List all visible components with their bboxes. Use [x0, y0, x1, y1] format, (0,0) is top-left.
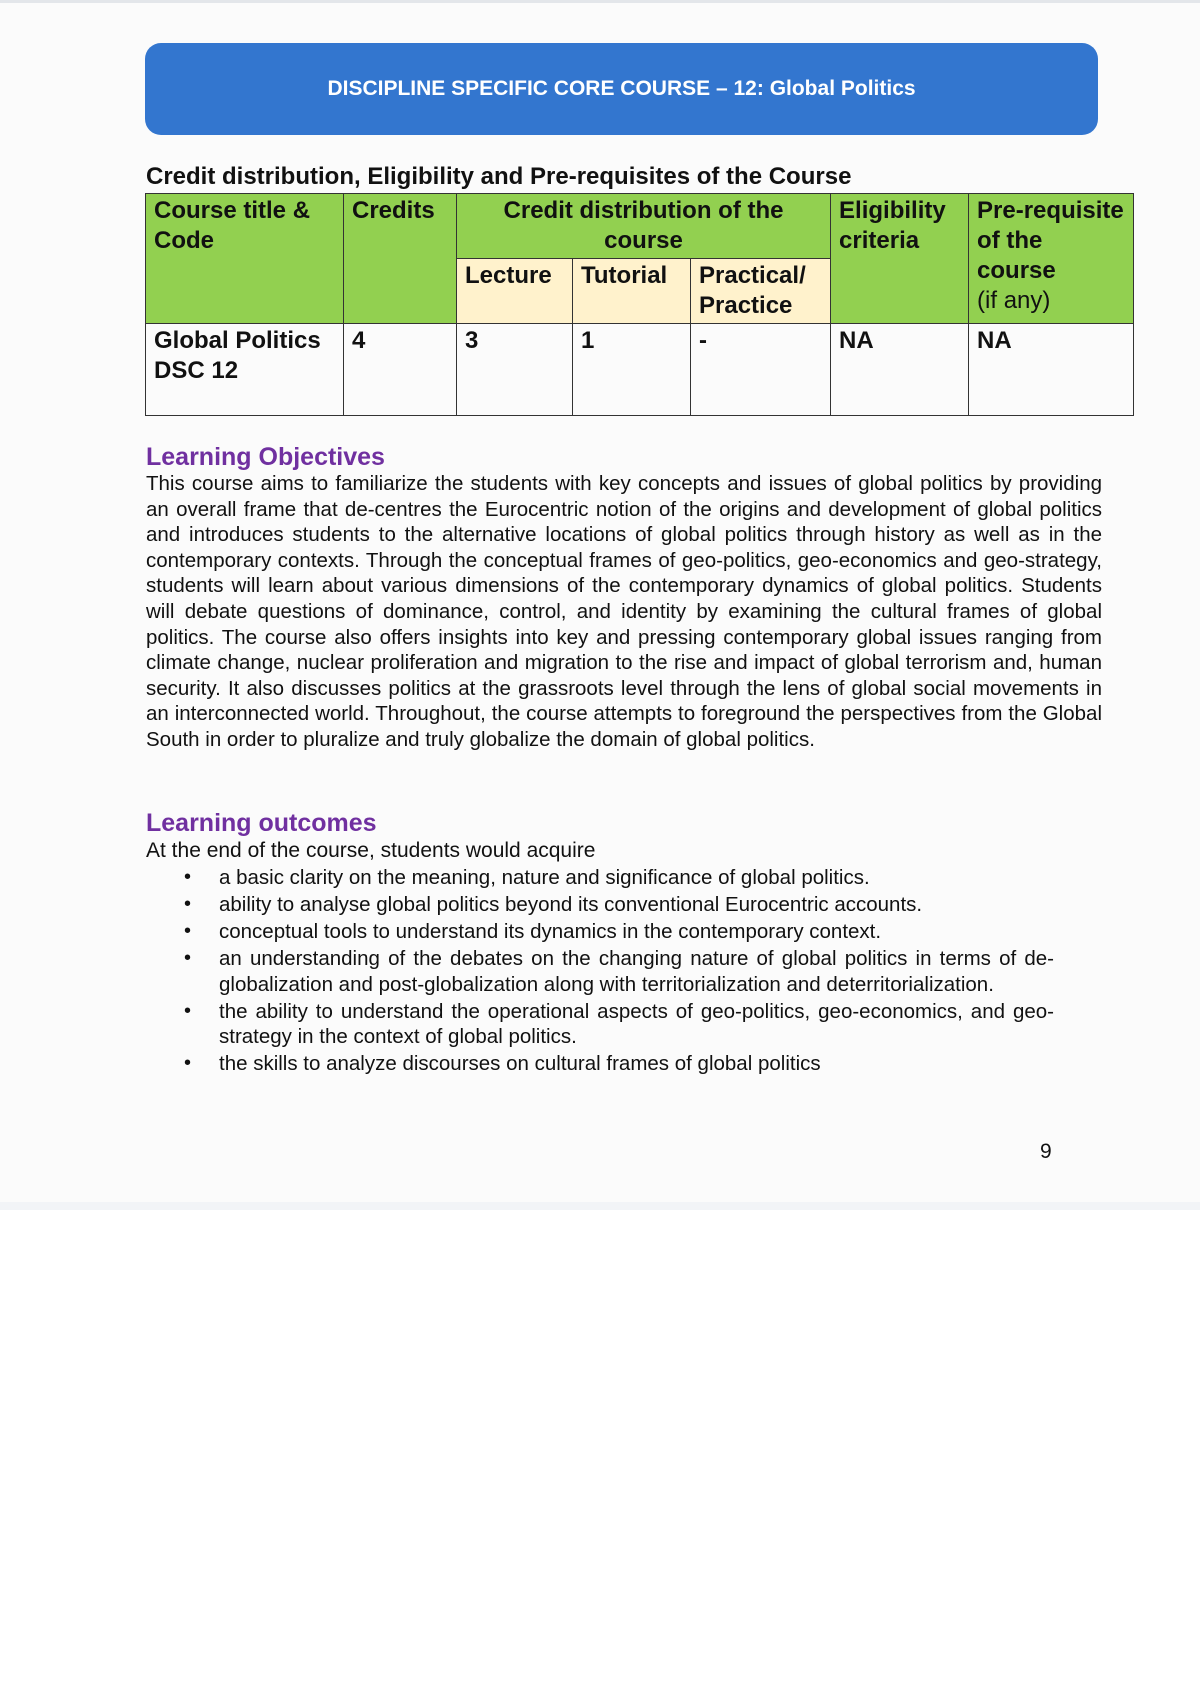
header-practical: Practical/ Practice	[691, 259, 831, 324]
header-tutorial: Tutorial	[573, 259, 691, 324]
bullet-icon: •	[184, 866, 192, 888]
header-credit-distribution: Credit distribution of the course	[457, 194, 831, 259]
cell-credits: 4	[344, 324, 457, 416]
cell-tutorial: 1	[573, 324, 691, 416]
bullet-icon: •	[184, 999, 192, 1022]
header-course-title: Course title & Code	[146, 194, 344, 324]
learning-outcomes-heading: Learning outcomes	[146, 809, 377, 837]
outcome-text: the skills to analyze discourses on cultural frames of global politics	[219, 1052, 821, 1075]
header-prerequisite-note: (if any)	[977, 287, 1051, 314]
outcome-text: an understanding of the debates on the changing nature of global politics in terms of de-globalization and post-globalization along with territorialization and deterritorialization.	[219, 947, 1054, 996]
page-number: 9	[1040, 1140, 1052, 1163]
header-prerequisite	[969, 194, 1134, 324]
list-item	[184, 999, 1054, 1050]
bullet-icon: •	[184, 947, 192, 969]
cell-eligibility: NA	[831, 324, 969, 416]
list-item	[184, 865, 1054, 891]
cell-course-name: Global Politics DSC 12	[146, 324, 344, 416]
learning-objectives-heading: Learning Objectives	[146, 443, 385, 471]
course-title: DISCIPLINE SPECIFIC CORE COURSE – 12: Global Politics	[327, 77, 916, 100]
cell-prerequisite: NA	[969, 324, 1134, 416]
list-item	[184, 1051, 1054, 1077]
outcome-text: conceptual tools to understand its dynamics in the contemporary context.	[219, 920, 882, 943]
bullet-icon: •	[184, 1052, 192, 1074]
course-title-banner	[145, 43, 1098, 135]
header-lecture: Lecture	[457, 259, 573, 324]
header-prerequisite-label: Pre-requisite of the course	[977, 197, 1124, 284]
list-item	[184, 919, 1054, 945]
header-eligibility: Eligibility criteria	[831, 194, 969, 324]
credit-table-caption: Credit distribution, Eligibility and Pre-requisites of the Course	[146, 163, 852, 190]
list-item	[184, 946, 1054, 997]
bullet-icon: •	[184, 920, 192, 942]
list-item	[184, 892, 1054, 918]
outcome-text: a basic clarity on the meaning, nature and significance of global politics.	[219, 866, 870, 889]
learning-outcomes-list	[184, 865, 1054, 1078]
outcome-text: the ability to understand the operational aspects of geo-politics, geo-economics, and geo-strategy in the context of global politics.	[219, 999, 1054, 1048]
learning-outcomes-intro: At the end of the course, students would acquire	[146, 839, 596, 862]
cell-lecture: 3	[457, 324, 573, 416]
outcome-text: ability to analyse global politics beyond its conventional Eurocentric accounts.	[219, 893, 923, 916]
learning-objectives-text: This course aims to familiarize the students with key concepts and issues of global politics by providing an overall frame that de-centres the Eurocentric notion of the origins and development of global politics and introduces students to the alternative locations of global politics through history as well as in the contemporary contexts. Through the conceptual frames of geo-politics, geo-economics and geo-strategy, students will learn about various dimensions of the contemporary dynamics of global politics. Students will debate questions of dominance, control, and identity by examining the cultural frames of global politics. The course also offers insights into key and pressing contemporary global issues ranging from climate change, nuclear proliferation and migration to the rise and impact of global terrorism and, human security. It also discusses politics at the grassroots level through the lens of global social movements in an interconnected world. Throughout, the course attempts to foreground the perspectives from the Global South in order to pluralize and truly globalize the domain of global politics.	[146, 472, 1102, 751]
credit-distribution-table	[145, 193, 1134, 416]
cell-practical: -	[691, 324, 831, 416]
bullet-icon: •	[184, 893, 192, 915]
header-credits: Credits	[344, 194, 457, 324]
